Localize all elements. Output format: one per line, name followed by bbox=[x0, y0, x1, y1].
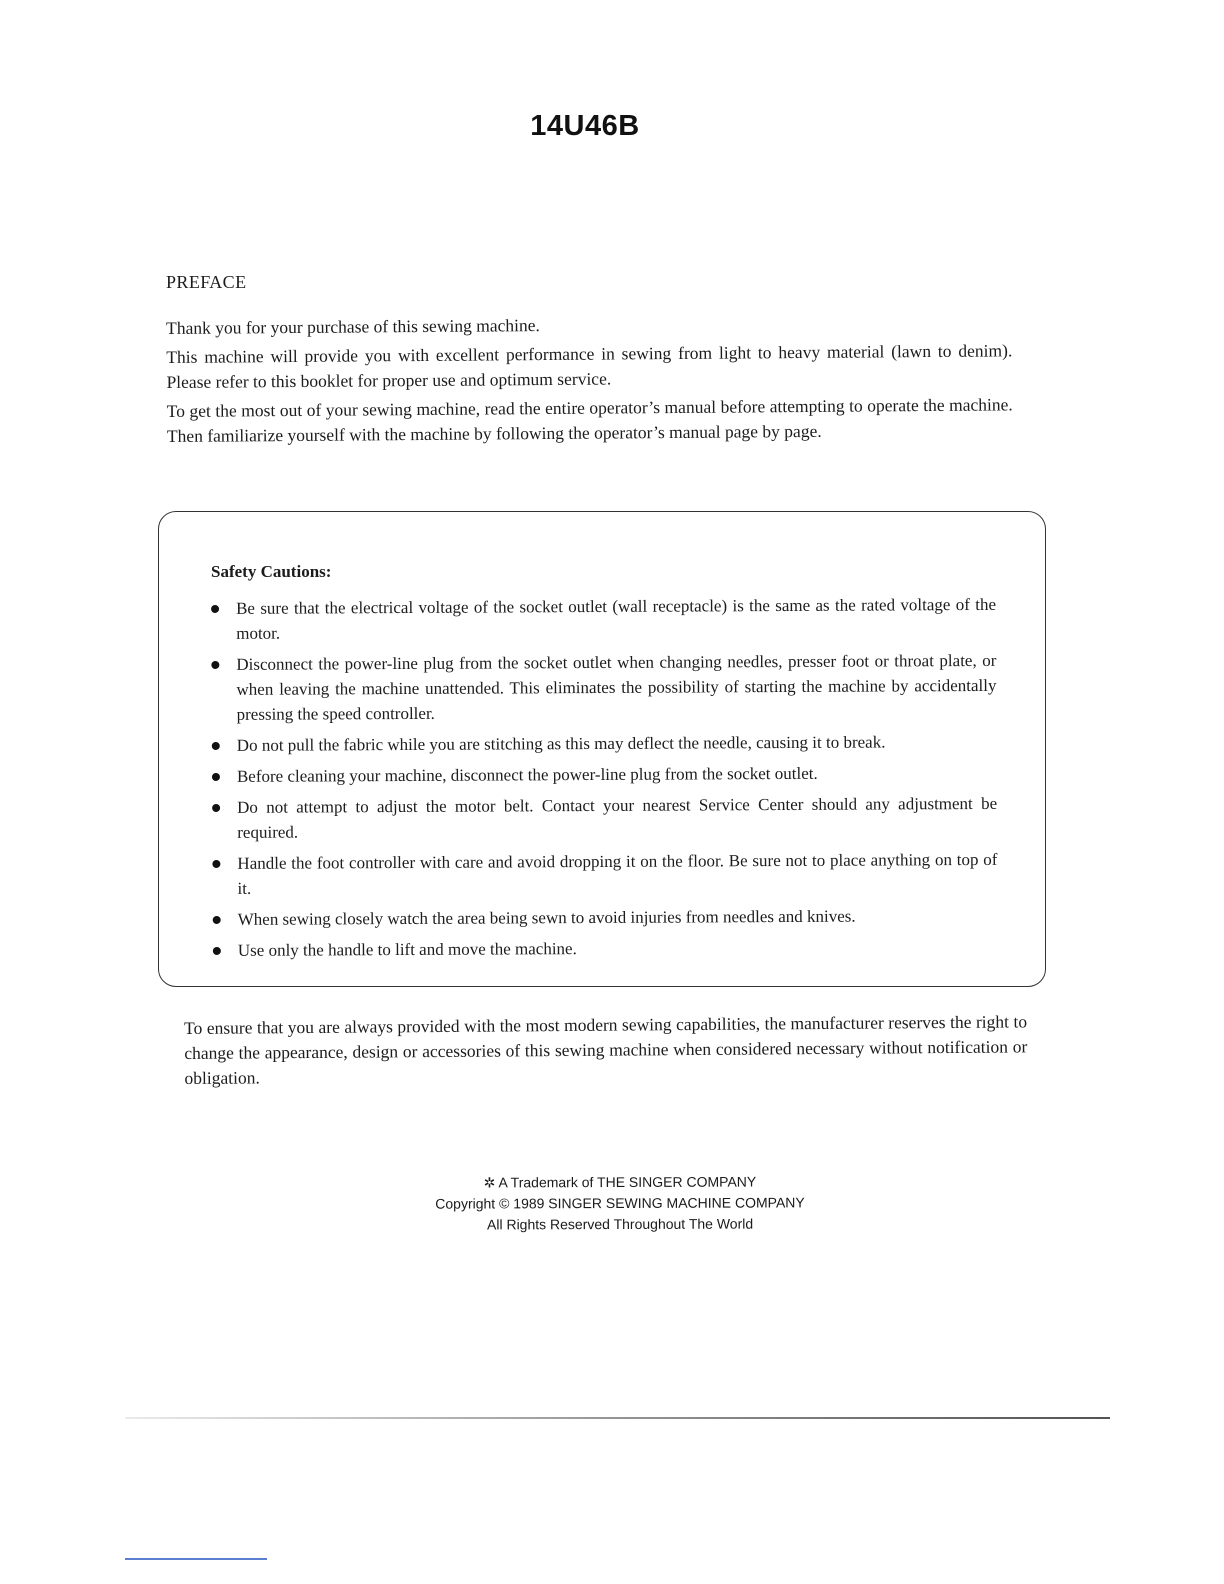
preface-paragraph: To get the most out of your sewing machine, read the entire operator’s manual before attempting to operate the machine. Then familiarize yourself with the machine by following the operator’s manual page by page. bbox=[166, 394, 1013, 446]
page-title: 14U46B bbox=[530, 110, 640, 142]
preface-paragraph: Thank you for your purchase of this sewing machine. bbox=[166, 315, 540, 338]
caution-text: Use only the handle to lift and move the machine. bbox=[237, 939, 577, 960]
safety-cautions-heading: Safety Cautions: bbox=[211, 562, 332, 581]
footer bbox=[0, 1170, 1224, 1237]
safety-cautions-list bbox=[211, 592, 998, 969]
caution-item bbox=[213, 903, 998, 932]
caution-text: Handle the foot controller with care and avoid dropping it on the floor. Be sure not to place anything on top of it. bbox=[237, 849, 998, 898]
bullet-icon bbox=[211, 605, 219, 613]
closing-paragraph: To ensure that you are always provided with the most modern sewing capabilities, the manufacturer reserves the right to change the appearance, design or accessories of this sewing machine when considered necessary without notification or obligation. bbox=[184, 1011, 1028, 1088]
bullet-icon bbox=[212, 860, 220, 868]
closing-notice bbox=[184, 1009, 1028, 1091]
caution-item bbox=[211, 592, 996, 646]
copyright-line: Copyright © 1989 SINGER SEWING MACHINE COMPANY bbox=[435, 1194, 805, 1212]
caution-text: Disconnect the power-line plug from the socket outlet when changing needles, presser foot or throat plate, or when leaving the machine unattended. This eliminates the possibility of starting the machine by accidentally pressing the speed controller. bbox=[236, 650, 997, 724]
bullet-icon bbox=[211, 661, 219, 669]
rights-line: All Rights Reserved Throughout The World bbox=[486, 1215, 754, 1233]
caution-item bbox=[212, 791, 997, 845]
scan-artifact-line bbox=[125, 1417, 1110, 1419]
preface-heading: PREFACE bbox=[166, 272, 247, 292]
scan-artifact-mark bbox=[125, 1558, 267, 1560]
caution-text: When sewing closely watch the area being sewn to avoid injuries from needles and knives. bbox=[237, 906, 856, 929]
trademark-line: ✲ A Trademark of THE SINGER COMPANY bbox=[483, 1173, 757, 1191]
caution-text: Do not pull the fabric while you are stitching as this may deflect the needle, causing it to break. bbox=[236, 732, 886, 755]
caution-text: Do not attempt to adjust the motor belt. Contact your nearest Service Center should any adjustment be required. bbox=[237, 793, 998, 842]
bullet-icon bbox=[212, 773, 220, 781]
bullet-icon bbox=[212, 804, 220, 812]
preface-paragraph: This machine will provide you with excellent performance in sewing from light to heavy material (lawn to denim). Please refer to this booklet for proper use and optimum service. bbox=[166, 340, 1013, 392]
caution-text: Before cleaning your machine, disconnect the power-line plug from the socket outlet. bbox=[236, 763, 818, 786]
bullet-icon bbox=[213, 916, 221, 924]
caution-item bbox=[213, 934, 998, 963]
caution-item bbox=[212, 847, 997, 901]
caution-item bbox=[211, 648, 996, 727]
caution-item bbox=[212, 760, 997, 789]
caution-item bbox=[212, 729, 997, 758]
caution-text: Be sure that the electrical voltage of the socket outlet (wall receptacle) is the same as the rated voltage of the motor. bbox=[236, 594, 997, 643]
bullet-icon bbox=[212, 742, 220, 750]
preface-body bbox=[166, 309, 1013, 453]
bullet-icon bbox=[213, 947, 221, 955]
